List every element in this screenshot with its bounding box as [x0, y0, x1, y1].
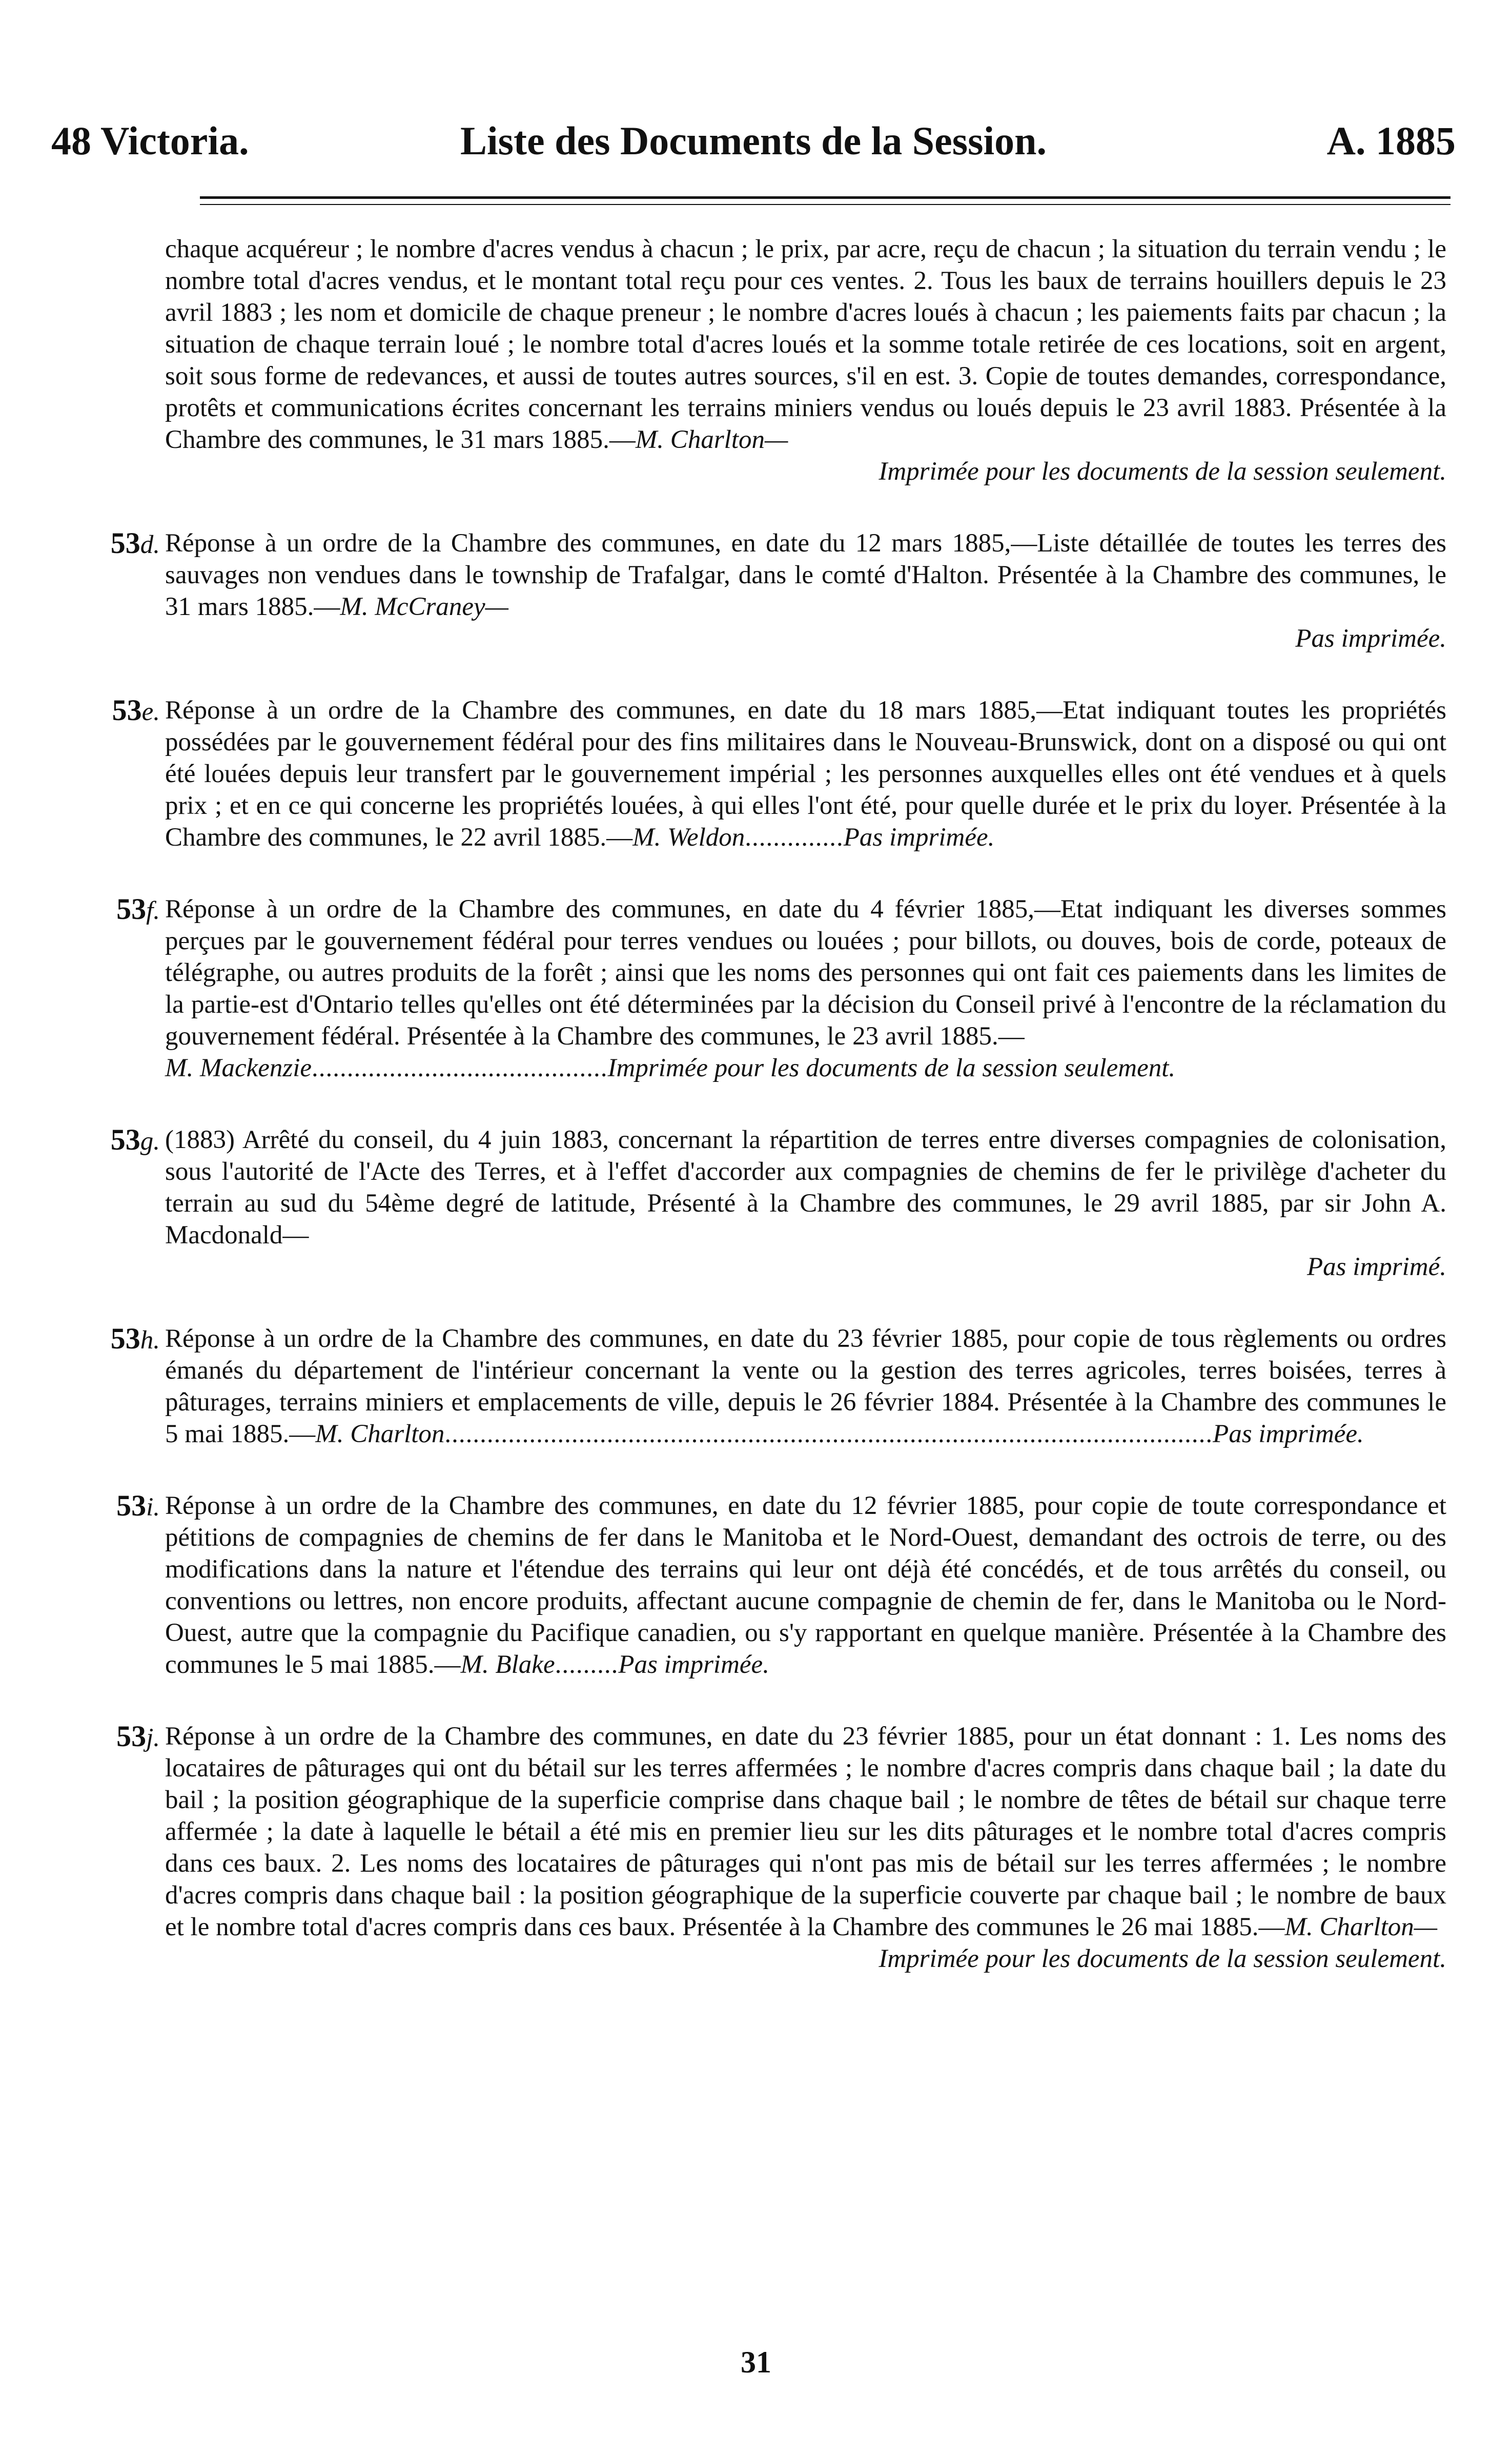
entry-53e	[112, 693, 1446, 853]
leader-dots: .........	[555, 1650, 619, 1679]
entry-text: Réponse à un ordre de la Chambre des communes, en date du 18 mars 1885,—Etat indiquant toutes les propriétés possédées par le gouvernement fédéral pour des fins militaires dans le Nouveau-Brunswick, dont on a disposé ou qui ont été louées depuis leur transfert par le gouvernement impérial ; les personnes auxquelles elles ont été vendues et à quels prix ; et en ce qui concerne les propriétés louées, à qui elles l'ont été, pour quelle durée et le prix du loyer. Présentée à la Chambre des communes, le 22 avril 1885.—	[165, 696, 1446, 852]
entry-mover: M. Mackenzie	[165, 1054, 312, 1082]
entry-status: Pas imprimée.	[1213, 1420, 1364, 1448]
entry-mover: M. Charlton—	[1284, 1913, 1438, 1941]
header-rule-thick	[200, 196, 1450, 199]
entry-text: Réponse à un ordre de la Chambre des communes, en date du 23 février 1885, pour copie de tous règlements ou ordres émanés du département de l'intérieur concernant la vente ou la gestion des terres agricoles, terres boisées, terres à pâturages, terrains miniers et emplacements de ville, depuis le 26 février 1884. Présentée à la Chambre des communes le 5 mai 1885.—	[165, 1324, 1446, 1448]
entry-status: Pas imprimée.	[1295, 624, 1446, 653]
entry-number: 53j.	[116, 1719, 160, 1753]
entry-text: Réponse à un ordre de la Chambre des communes, en date du 4 février 1885,—Etat indiquant les diverses sommes perçues par le gouvernement fédéral pour terres vendues ou louées ; pour billots, ou douves, bois de corde, poteaux de télégraphe, ou autres produits de la forêt ; ainsi que les noms des personnes qui ont fait ces paiements dans les limites de la partie-est d'Ontario telles qu'elles ont été déterminées par la décision du Conseil privé à l'encontre de la réclamation du gouvernement fédéral. Présentée à la Chambre des communes, le 23 avril 1885.—	[165, 895, 1446, 1051]
page-number: 31	[741, 2345, 771, 2379]
entry-mover: M. Weldon	[632, 823, 745, 852]
continued-entry-mover: M. Charlton—	[635, 425, 788, 454]
entry-number: 53g.	[110, 1123, 160, 1156]
entry-53g	[110, 1123, 1446, 1283]
header-volume-year: A. 1885	[1326, 118, 1456, 163]
header-title: Liste des Documents de la Session.	[460, 118, 1047, 163]
entry-text: (1883) Arrêté du conseil, du 4 juin 1883, concernant la répartition de terres entre diverses compagnies de colonisation, sous l'autorité de l'Acte des Terres, et à l'effet d'accorder aux compagnies de chemins de fer le privilège d'acheter du terrain au sud du 54ème degré de latitude, Présenté à la Chambre des communes, le 29 avril 1885, par sir John A. Macdonald—	[165, 1125, 1446, 1250]
leader-dots: ..............	[745, 823, 844, 852]
entry-status: Pas imprimé.	[1307, 1253, 1446, 1281]
entry-status: Imprimée pour les documents de la session seulement.	[607, 1054, 1176, 1082]
entry-53h	[110, 1322, 1446, 1450]
entry-status: Pas imprimée.	[843, 823, 995, 852]
header-regnal-year: 48 Victoria.	[51, 118, 249, 163]
leader-dots: ..........................................	[312, 1054, 608, 1082]
entry-53d	[110, 526, 1446, 654]
continued-entry	[165, 233, 1446, 487]
page-header	[51, 110, 1456, 172]
continued-entry-text: chaque acquéreur ; le nombre d'acres vendus à chacun ; le prix, par acre, reçu de chacun ; la situation du terrain vendu ; le nombre total d'acres vendus, et le montant total reçu pour ces ventes. 2. Tous les baux de terrains houillers depuis le 23 avril 1883 ; les nom et domicile de chaque preneur ; le nombre d'acres loués à chacun ; les paiements faits par chacun ; la situation de chaque terrain loué ; le nombre total d'acres loués et la somme totale retirée de ces locations, soit en argent, soit sous forme de redevances, et aussi de toutes autres sources, s'il en est. 3. Copie de toutes demandes, correspondance, protêts et communications écrites concernant les terrains miniers vendus ou loués depuis le 23 avril 1883. Présentée à la Chambre des communes, le 31 mars 1885.—	[165, 235, 1446, 454]
entry-mover: M. Blake	[460, 1650, 555, 1679]
entry-number: 53i.	[116, 1489, 160, 1522]
entry-53f	[116, 892, 1446, 1084]
entry-text: Réponse à un ordre de la Chambre des communes, en date du 12 mars 1885,—Liste détaillée de toutes les terres des sauvages non vendues dans le township de Trafalgar, dans le comté d'Halton. Présentée à la Chambre des communes, le 31 mars 1885.—	[165, 529, 1446, 621]
header-rule-thin	[200, 204, 1450, 205]
document-body	[110, 233, 1446, 1975]
entry-number: 53f.	[116, 892, 160, 926]
entry-status: Pas imprimée.	[618, 1650, 769, 1679]
entry-53i	[116, 1489, 1446, 1681]
leader-dots: .............................................................................................................	[444, 1420, 1213, 1448]
entry-number: 53h.	[110, 1322, 160, 1355]
entry-text: Réponse à un ordre de la Chambre des communes, en date du 23 février 1885, pour un état donnant : 1. Les noms des locataires de pâturages qui ont du bétail sur les terres affermées ; le nombre d'acres compris dans chaque bail ; la date du bail ; la position géographique de la superficie comprise dans chaque bail ; le nombre de têtes de bétail sur chaque terre affermée ; la date à laquelle le bétail a été mis en premier lieu sur les dits pâturages et le nombre total d'acres compris dans ces baux. 2. Les noms des locataires de pâturages qui n'ont pas mis de bétail sur les terres affermées ; le nombre d'acres compris dans chaque bail : la position géographique de la superficie couverte par chaque bail ; le nombre de baux et le nombre total d'acres compris dans ces baux. Présentée à la Chambre des communes le 26 mai 1885.—	[165, 1722, 1446, 1941]
entry-number: 53d.	[110, 526, 160, 560]
entry-53j	[116, 1719, 1446, 1975]
entry-mover: M. Charlton	[315, 1420, 445, 1448]
entry-number: 53e.	[112, 693, 160, 727]
entry-mover: M. McCraney—	[340, 592, 508, 621]
entry-status: Imprimée pour les documents de la session seulement.	[878, 1944, 1446, 1973]
continued-entry-status: Imprimée pour les documents de la session seulement.	[878, 457, 1446, 486]
entry-text: Réponse à un ordre de la Chambre des communes, en date du 12 février 1885, pour copie de toute correspondance et pétitions de compagnies de chemins de fer dans le Manitoba et le Nord-Ouest, demandant des octrois de terre, ou des modifications dans la nature et l'étendue des terrains qui leur ont déjà été concédés, et de tous arrêtés du conseil, ou conventions ou lettres, non encore produits, affectant aucune compagnie de chemin de fer, dans le Manitoba ou le Nord-Ouest, autre que la compagnie du Pacifique canadien, ou s'y rapportant en quelque manière. Présentée à la Chambre des communes le 5 mai 1885.—	[165, 1491, 1446, 1679]
